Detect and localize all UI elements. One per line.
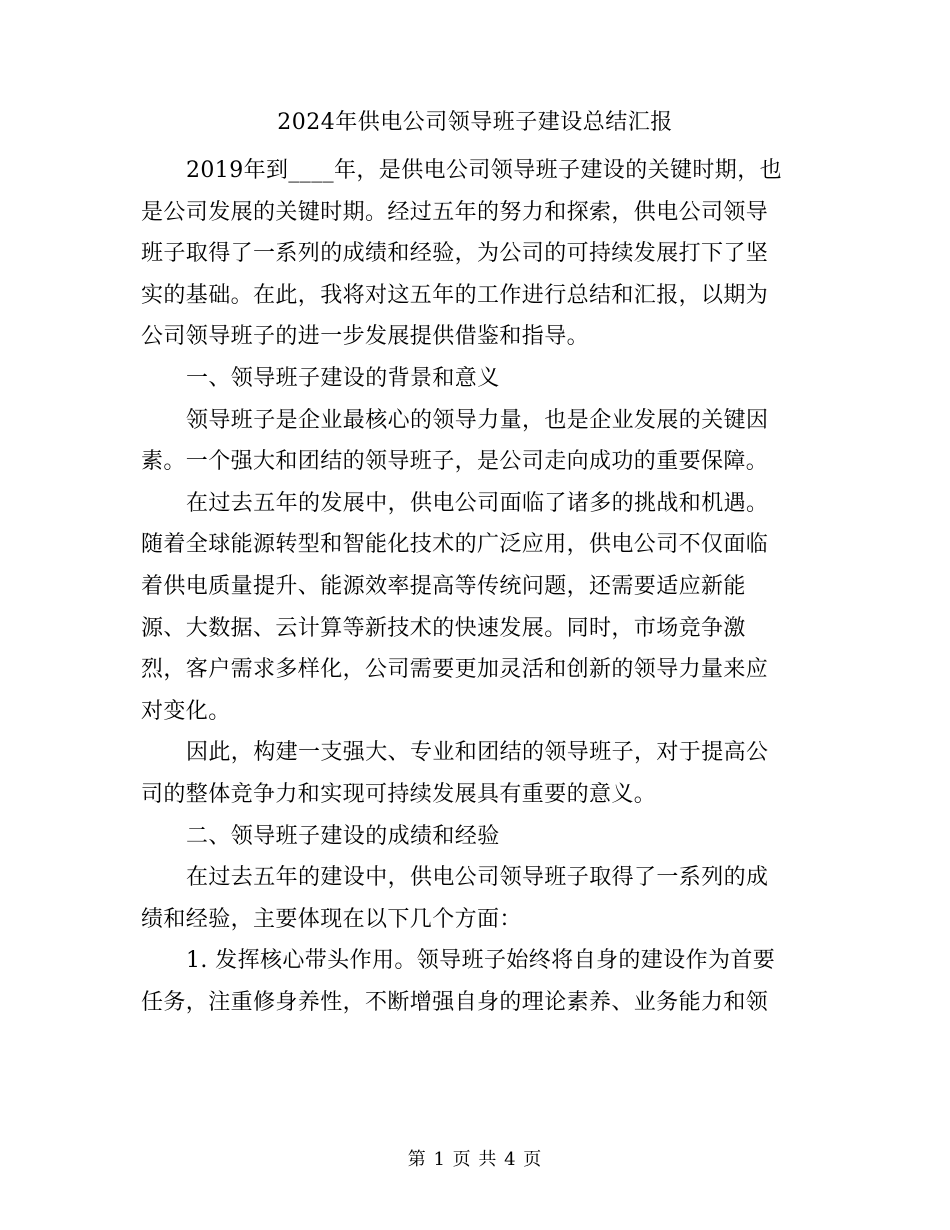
- text-line: 在过去五年的建设中，供电公司领导班子取得了一系列的成: [186, 865, 769, 891]
- text-line: 司的整体竞争力和实现可持续发展具有重要的意义。: [141, 781, 657, 807]
- page-footer: 第 1 页 共 4 页: [407, 1149, 543, 1170]
- text-line: 公司领导班子的进一步发展提供借鉴和指导。: [141, 324, 590, 350]
- text-line: 领导班子是企业最核心的领导力量，也是企业发展的关键因: [186, 407, 769, 433]
- text-line: 随着全球能源转型和智能化技术的广泛应用，供电公司不仅面临: [141, 532, 769, 558]
- text-line: 任务，注重修身养性，不断增强自身的理论素养、业务能力和领: [141, 989, 769, 1015]
- text-line: 着供电质量提升、能源效率提高等传统问题，还需要适应新能: [141, 573, 746, 599]
- text-line: 2019年到____年，是供电公司领导班子建设的关键时期，也: [186, 158, 782, 183]
- text-line: 在过去五年的发展中，供电公司面临了诸多的挑战和机遇。: [186, 490, 769, 516]
- document-body: [141, 150, 811, 1023]
- text-line: 班子取得了一系列的成绩和经验，为公司的可持续发展打下了坚: [141, 241, 769, 267]
- text-line: 实的基础。在此，我将对这五年的工作进行总结和汇报，以期为: [141, 282, 769, 308]
- text-line: 因此，构建一支强大、专业和团结的领导班子，对于提高公: [186, 740, 769, 766]
- text-line: 绩和经验，主要体现在以下几个方面：: [141, 906, 522, 932]
- text-line: 一、领导班子建设的背景和意义: [186, 365, 500, 391]
- text-line: 源、大数据、云计算等新技术的快速发展。同时，市场竞争激: [141, 615, 746, 641]
- text-line: 1. 发挥核心带头作用。领导班子始终将自身的建设作为首要: [186, 948, 776, 974]
- document-title: 2024年供电公司领导班子建设总结汇报: [277, 110, 673, 135]
- text-line: 烈，客户需求多样化，公司需要更加灵活和创新的领导力量来应: [141, 657, 769, 683]
- text-line: 素。一个强大和团结的领导班子，是公司走向成功的重要保障。: [141, 449, 769, 475]
- text-line: 是公司发展的关键时期。经过五年的努力和探索，供电公司领导: [141, 199, 769, 225]
- text-line: 对变化。: [141, 698, 231, 724]
- text-line: 二、领导班子建设的成绩和经验: [186, 823, 500, 849]
